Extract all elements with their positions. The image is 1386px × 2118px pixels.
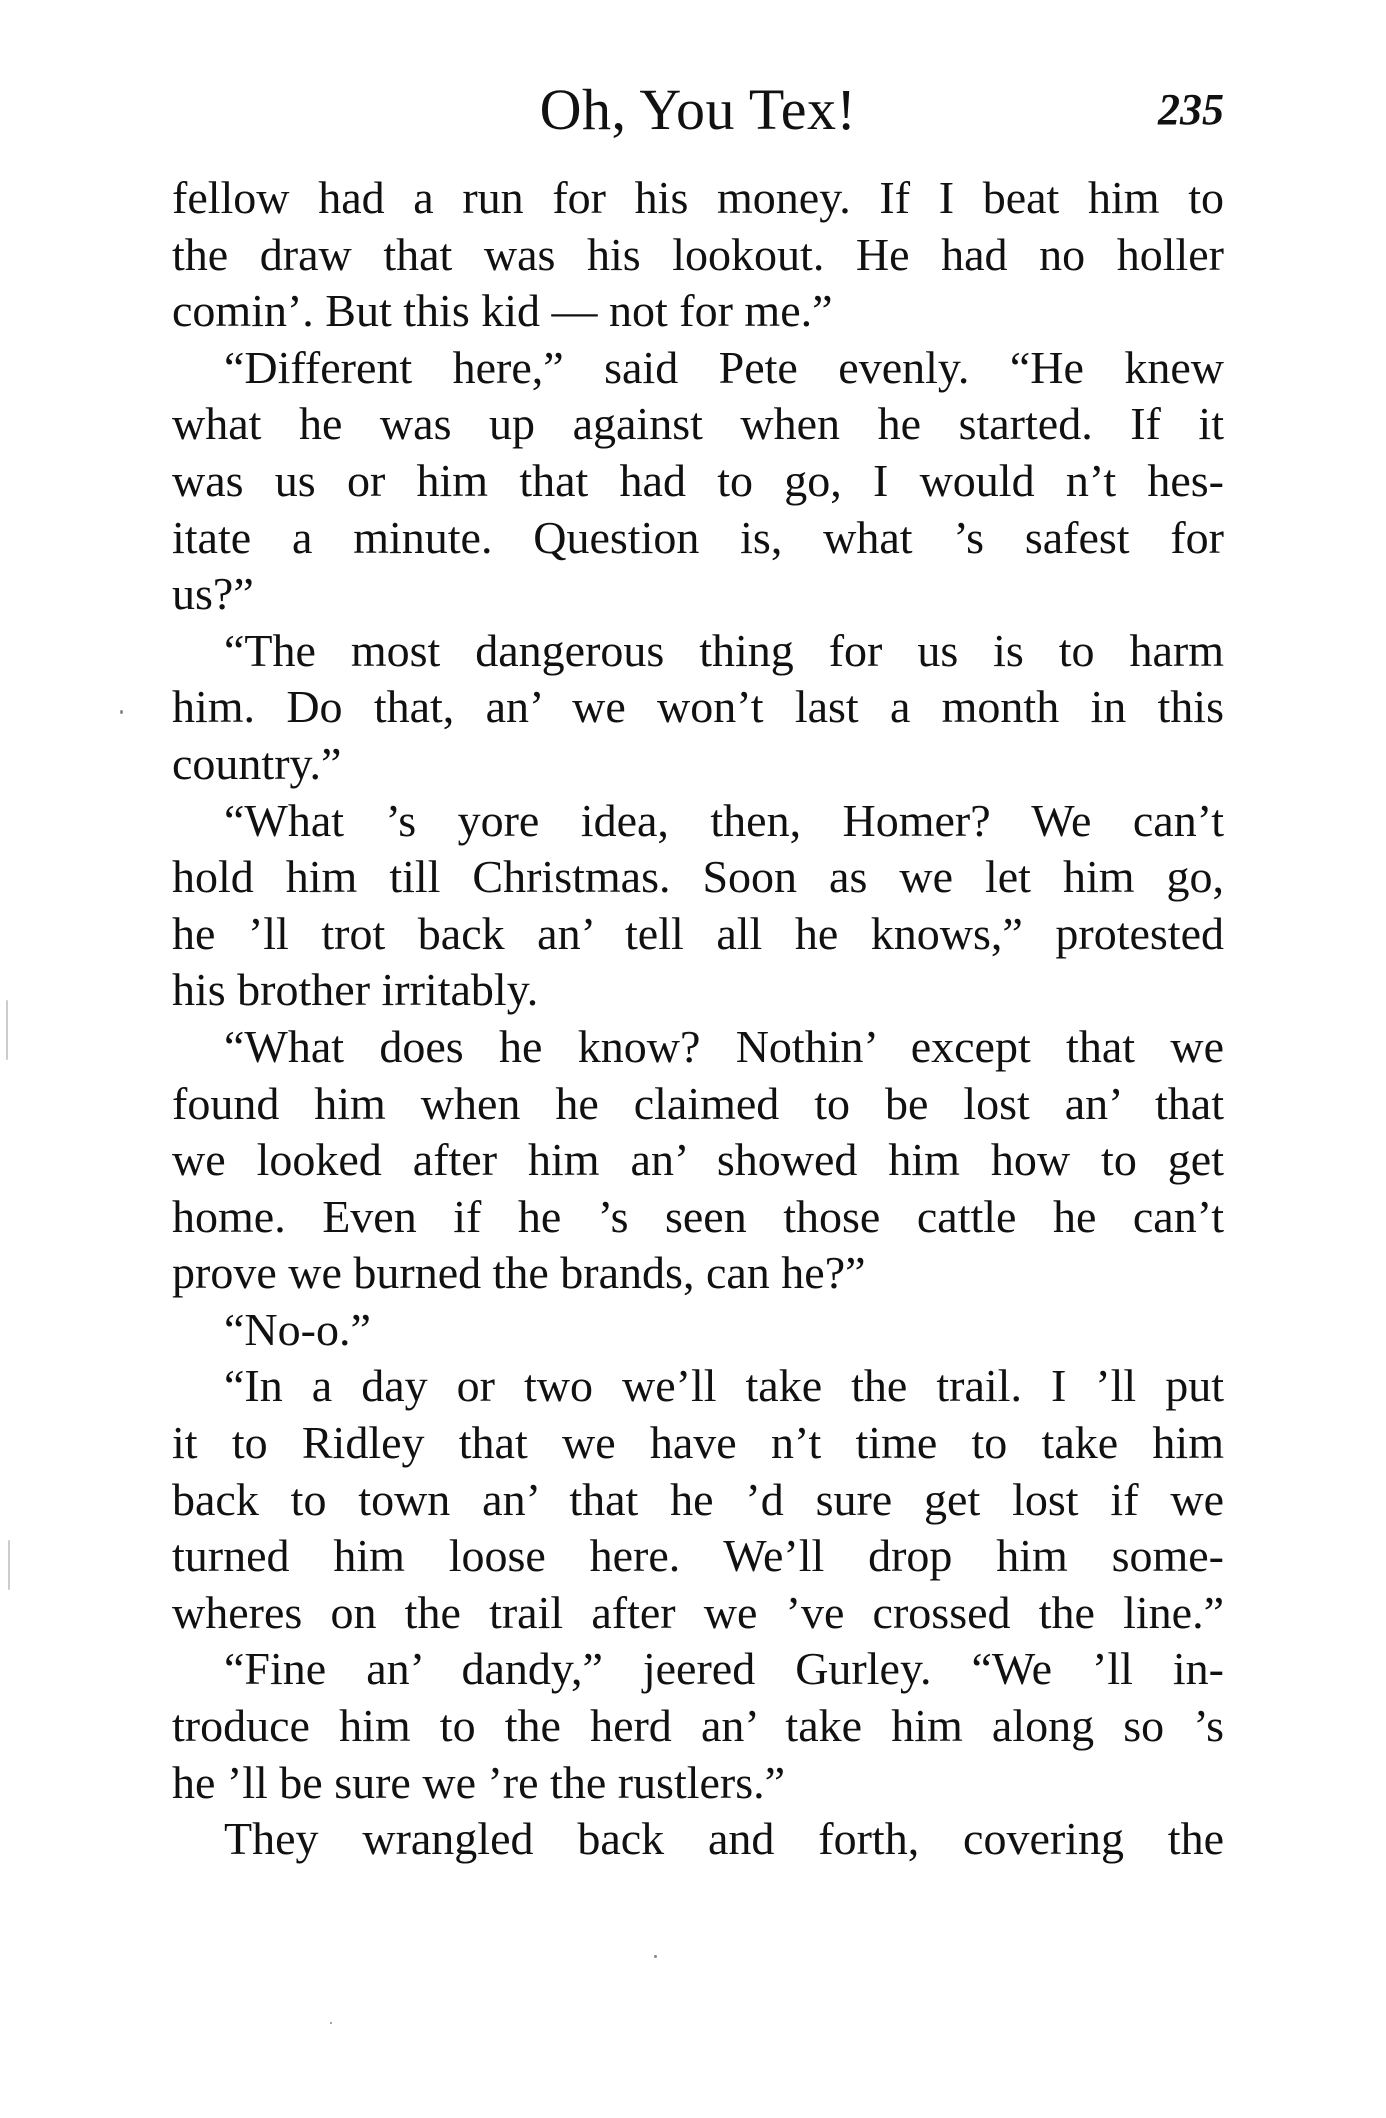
text-line: was us or him that had to go, I would n’t hes- <box>172 454 1224 506</box>
text-line: hold him till Christmas. Soon as we let him go, <box>172 851 1224 903</box>
running-head <box>172 70 1224 150</box>
text-line: “What does he know? Nothin’ except that we <box>224 1020 1224 1072</box>
text-line: found him when he claimed to be lost an’ that <box>172 1077 1224 1129</box>
text-line: prove we burned the brands, can he?” <box>172 1247 866 1299</box>
text-line: he ’ll be sure we ’re the rustlers.” <box>172 1756 786 1808</box>
text-line: “In a day or two we’ll take the trail. I ’ll put <box>224 1360 1224 1412</box>
text-line: him. Do that, an’ we won’t last a month in this <box>172 681 1224 733</box>
text-line: fellow had a run for his money. If I beat him to <box>172 172 1224 223</box>
text-line: They wrangled back and forth, covering the <box>224 1813 1224 1865</box>
text-line: comin’. But this kid — not for me.” <box>172 285 833 337</box>
scan-speck <box>330 2022 332 2024</box>
scan-speck <box>8 1540 10 1590</box>
text-line: his brother irritably. <box>172 964 539 1016</box>
text-line: what he was up against when he started. If it <box>172 398 1224 450</box>
scan-speck <box>6 1000 8 1060</box>
page-number: 235 <box>1158 85 1224 134</box>
text-line: it to Ridley that we have n’t time to take him <box>172 1417 1224 1469</box>
running-title: Oh, You Tex! <box>539 77 857 142</box>
text-line: us?” <box>172 568 254 620</box>
text-line: “Different here,” said Pete evenly. “He knew <box>224 341 1224 393</box>
text-line: he ’ll trot back an’ tell all he knows,” protested <box>172 907 1224 959</box>
body-text <box>172 170 1224 1868</box>
text-line: itate a minute. Question is, what ’s safest for <box>172 511 1224 563</box>
text-line: “Fine an’ dandy,” jeered Gurley. “We ’ll in- <box>224 1643 1224 1695</box>
text-line: country.” <box>172 737 342 789</box>
text-line: back to town an’ that he ’d sure get lost if we <box>172 1473 1224 1525</box>
text-line: wheres on the trail after we ’ve crossed the line.” <box>172 1586 1224 1638</box>
text-line: we looked after him an’ showed him how to get <box>172 1134 1224 1186</box>
text-line: turned him loose here. We’ll drop him some- <box>172 1530 1224 1582</box>
text-line: “What ’s yore idea, then, Homer? We can’t <box>224 794 1224 846</box>
scan-speck <box>654 1955 657 1958</box>
text-line: home. Even if he ’s seen those cattle he can’t <box>172 1190 1224 1242</box>
scan-speck <box>120 710 123 714</box>
text-line: “No-o.” <box>224 1303 371 1355</box>
text-line: the draw that was his lookout. He had no holler <box>172 228 1224 280</box>
text-line: troduce him to the herd an’ take him along so ’s <box>172 1700 1224 1752</box>
text-line: “The most dangerous thing for us is to harm <box>224 624 1224 676</box>
